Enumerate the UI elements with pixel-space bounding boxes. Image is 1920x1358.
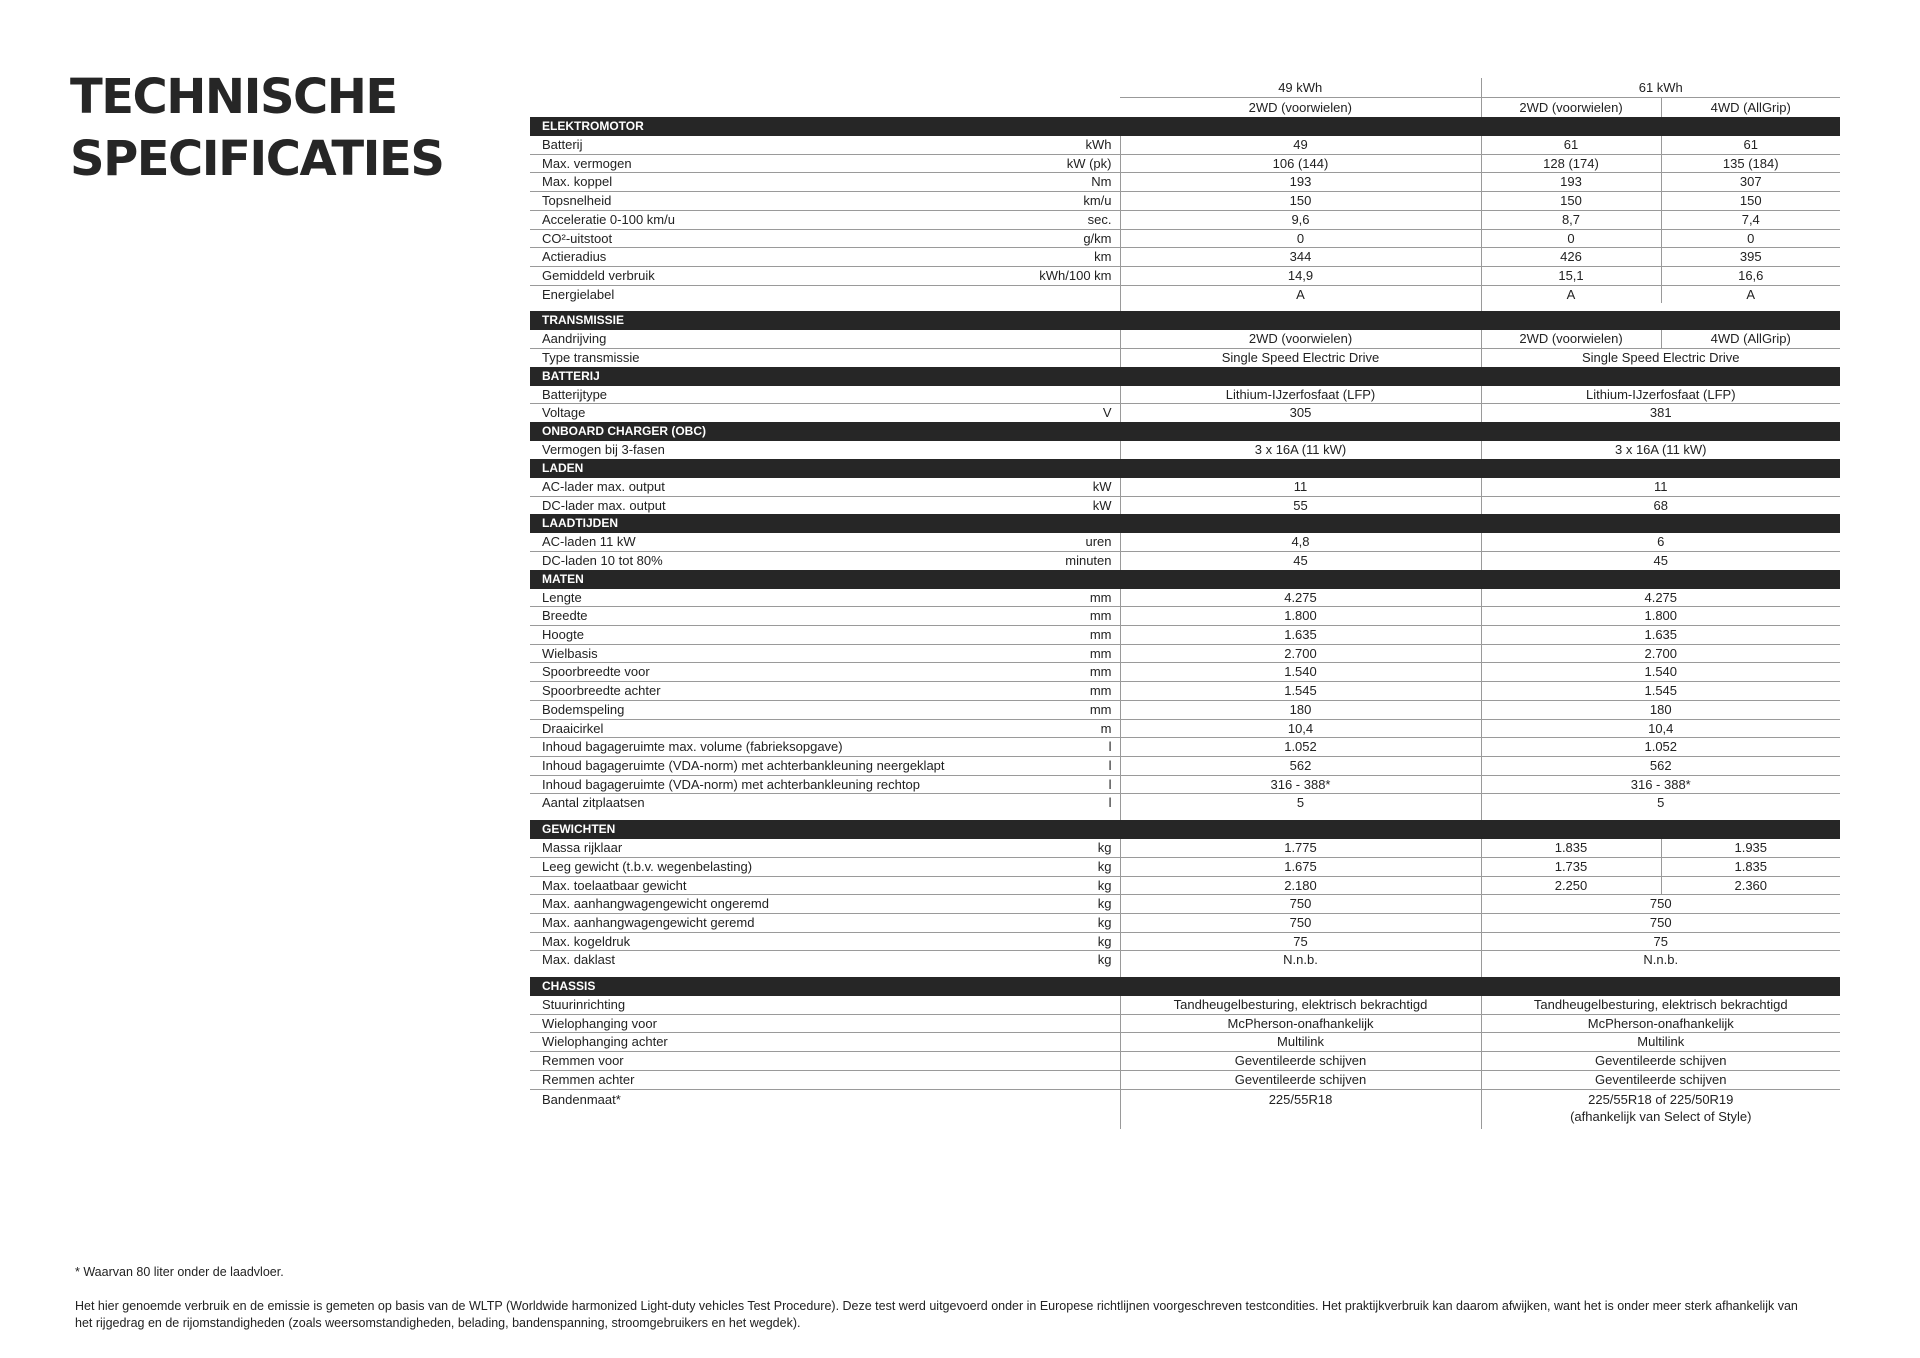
value-61kwh-2wd: A [1481,285,1661,303]
table-row [530,441,1840,459]
value-61kwh: 68 [1481,496,1840,514]
row-label: Bodemspeling [530,700,950,719]
row-label: Max. toelaatbaar gewicht [530,876,950,895]
section-obc [530,422,1840,441]
table-row [530,330,1840,348]
table-row [530,404,1840,422]
row-label: Wielbasis [530,644,950,663]
row-unit: kWh [950,136,1120,154]
value-61kwh-4wd: 7,4 [1661,210,1840,229]
row-label: Inhoud bagageruimte max. volume (fabrieksopgave) [530,738,950,757]
value-61kwh: 316 - 388* [1481,775,1840,794]
value-49kwh: Multilink [1120,1033,1481,1052]
value-49kwh: Tandheugelbesturing, elektrisch bekrachtigd [1120,996,1481,1014]
row-unit: mm [950,663,1120,682]
value-49kwh: 14,9 [1120,266,1481,285]
row-unit: kg [950,839,1120,857]
table-row [530,951,1840,969]
value-61kwh: 10,4 [1481,719,1840,738]
value-49kwh: 316 - 388* [1120,775,1481,794]
row-label: Max. kogeldruk [530,932,950,951]
value-61kwh: 180 [1481,700,1840,719]
row-label: Bandenmaat* [542,1091,621,1107]
value-49kwh: 75 [1120,932,1481,951]
value-61kwh: 1.545 [1481,682,1840,701]
value-49kwh: 750 [1120,895,1481,914]
row-unit [950,330,1120,348]
spacer-cell [530,969,1120,977]
value-61kwh: 5 [1481,794,1840,812]
spacer-cell [530,812,1120,820]
value-49kwh: McPherson-onafhankelijk [1120,1014,1481,1033]
value-61kwh: 75 [1481,932,1840,951]
row-label: Batterij [530,136,950,154]
row-unit [950,441,1120,459]
value-61kwh: McPherson-onafhankelijk [1481,1014,1840,1033]
row-label: Breedte [530,607,950,626]
value-61kwh: 1.540 [1481,663,1840,682]
value-61kwh-2wd: 0 [1481,229,1661,248]
value-61kwh: 1.800 [1481,607,1840,626]
table-row [530,248,1840,267]
spacer-cell [1481,812,1840,820]
section-elektromotor [530,117,1840,136]
section-title-batterij: BATTERIJ [530,367,1840,386]
table-row [530,1014,1840,1033]
header-row-drive [530,98,1840,118]
row-label: Energielabel [542,286,615,302]
value-49kwh: Geventileerde schijven [1120,1070,1481,1089]
value-49kwh: 193 [1120,173,1481,192]
table-row [530,700,1840,719]
row-label: Voltage [542,405,586,421]
value-49kwh: 45 [1120,551,1481,569]
row-unit: kW (pk) [950,154,1120,173]
row-unit: kg [950,876,1120,895]
row-label: Hoogte [530,626,950,645]
row-unit: mm [950,700,1120,719]
value-49kwh: 0 [1120,229,1481,248]
value-49kwh: 1.540 [1120,663,1481,682]
row-label: Max. aanhangwagengewicht geremd [530,913,950,932]
header-drive-61-2wd: 2WD (voorwielen) [1481,98,1661,118]
value-61kwh: Tandheugelbesturing, elektrisch bekrachtigd [1481,996,1840,1014]
table-row [530,644,1840,663]
value-61kwh-4wd: 4WD (AllGrip) [1661,330,1840,348]
value-61kwh-4wd: 61 [1661,136,1840,154]
row-unit: m [950,719,1120,738]
row-unit [950,1014,1120,1033]
spacer-cell [1481,303,1840,311]
table-row [530,682,1840,701]
value-49kwh: 55 [1120,496,1481,514]
value-61kwh-line-1: 225/55R18 of 225/50R19 [1588,1091,1734,1107]
row-label: Max. daklast [542,952,615,968]
row-label: Massa rijklaar [530,839,950,857]
row-unit [950,1089,1120,1129]
row-unit: mm [950,644,1120,663]
row-label: Inhoud bagageruimte (VDA-norm) met achterbankleuning neergeklapt [530,756,950,775]
table-row [530,285,1840,303]
table-row [530,996,1840,1014]
value-61kwh-2wd: 8,7 [1481,210,1661,229]
table-row [530,192,1840,211]
value-61kwh: Geventileerde schijven [1481,1052,1840,1071]
table-row [530,839,1840,857]
row-label: Aandrijving [530,330,950,348]
row-label: AC-laden 11 kW [530,533,950,551]
row-label: Spoorbreedte achter [530,682,950,701]
row-label: Topsnelheid [530,192,950,211]
value-61kwh-2wd: 2WD (voorwielen) [1481,330,1661,348]
section-spacer [530,969,1840,977]
table-row [530,173,1840,192]
value-61kwh-4wd: 2.360 [1661,876,1840,895]
row-label: Draaicirkel [530,719,950,738]
value-61kwh: Geventileerde schijven [1481,1070,1840,1089]
row-unit: l [950,775,1120,794]
row-unit: l [950,738,1120,757]
value-61kwh-4wd: 1.935 [1661,839,1840,857]
value-61kwh: 4.275 [1481,589,1840,607]
row-label: Stuurinrichting [530,996,950,1014]
row-label: Lengte [530,589,950,607]
row-unit: kW [1092,497,1112,513]
table-row [530,154,1840,173]
table-row [530,895,1840,914]
value-49kwh: 106 (144) [1120,154,1481,173]
row-label: Type transmissie [542,350,640,366]
table-row [530,551,1840,569]
value-49kwh: 2.700 [1120,644,1481,663]
table-row [530,794,1840,812]
value-61kwh-2wd: 2.250 [1481,876,1661,895]
value-61kwh: N.n.b. [1481,951,1840,969]
value-49kwh: 344 [1120,248,1481,267]
value-49kwh: Geventileerde schijven [1120,1052,1481,1071]
row-label: DC-laden 10 tot 80% [542,552,663,568]
value-61kwh-4wd: 150 [1661,192,1840,211]
row-unit [950,1052,1120,1071]
section-transmissie [530,311,1840,330]
row-label: Gemiddeld verbruik [530,266,950,285]
table-row [530,719,1840,738]
table-row [530,478,1840,496]
spacer-cell [1120,303,1481,311]
value-49kwh: A [1120,285,1481,303]
value-61kwh: 750 [1481,913,1840,932]
value-49kwh: 150 [1120,192,1481,211]
section-title-laden: LADEN [530,459,1840,478]
row-label: Actieradius [530,248,950,267]
value-49kwh: 9,6 [1120,210,1481,229]
value-61kwh: 6 [1481,533,1840,551]
row-unit: l [950,756,1120,775]
value-61kwh: 750 [1481,895,1840,914]
value-61kwh-4wd: 0 [1661,229,1840,248]
section-title-gewichten: GEWICHTEN [530,820,1840,839]
value-49kwh: 4,8 [1120,533,1481,551]
table-row [530,857,1840,876]
row-unit: mm [950,626,1120,645]
spacer-cell [1481,969,1840,977]
value-49kwh: 10,4 [1120,719,1481,738]
table-row [530,136,1840,154]
value-49kwh: 750 [1120,913,1481,932]
value-49kwh: 1.800 [1120,607,1481,626]
header-row-battery [530,78,1840,98]
row-unit: mm [950,607,1120,626]
row-label: AC-lader max. output [530,478,950,496]
header-battery-49: 49 kWh [1120,78,1481,98]
spacer-cell [1120,812,1481,820]
table-row [530,589,1840,607]
value-61kwh-2wd: 150 [1481,192,1661,211]
row-label: DC-lader max. output [542,497,666,513]
section-title-maten: MATEN [530,570,1840,589]
row-unit: km [950,248,1120,267]
row-label: Spoorbreedte voor [530,663,950,682]
table-row [530,913,1840,932]
row-unit [950,285,1120,303]
section-title-transmissie: TRANSMISSIE [530,311,1840,330]
value-49kwh: 2WD (voorwielen) [1120,330,1481,348]
row-unit: mm [950,682,1120,701]
row-unit: uren [950,533,1120,551]
table-row [530,386,1840,404]
row-unit [950,349,1120,367]
section-chassis [530,977,1840,996]
value-61kwh-4wd: 135 (184) [1661,154,1840,173]
value-61kwh-2wd: 128 (174) [1481,154,1661,173]
row-unit: mm [950,589,1120,607]
value-61kwh: 2.700 [1481,644,1840,663]
row-label: Wielophanging voor [530,1014,950,1033]
row-unit: V [1102,405,1112,421]
value-49kwh: 225/55R18 [1120,1089,1481,1129]
table-row [530,738,1840,757]
value-61kwh-2wd: 1.735 [1481,857,1661,876]
value-49kwh: 4.275 [1120,589,1481,607]
section-spacer [530,812,1840,820]
value-49kwh: 1.675 [1120,857,1481,876]
header-drive-61-4wd: 4WD (AllGrip) [1661,98,1840,118]
header-drive-49: 2WD (voorwielen) [1248,100,1352,115]
table-row [530,229,1840,248]
row-label: Wielophanging achter [530,1033,950,1052]
section-title-chassis: CHASSIS [530,977,1840,996]
row-label: Inhoud bagageruimte (VDA-norm) met achterbankleuning rechtop [530,775,950,794]
row-unit: kg [1097,952,1112,968]
value-49kwh: Single Speed Electric Drive [1120,349,1481,367]
value-61kwh: 1.635 [1481,626,1840,645]
value-61kwh-2wd: 426 [1481,248,1661,267]
value-49kwh: 1.775 [1120,839,1481,857]
value-49kwh: 180 [1120,700,1481,719]
value-49kwh: 3 x 16A (11 kW) [1120,441,1481,459]
section-maten [530,570,1840,589]
footnote-wltp: Het hier genoemde verbruik en de emissie is gemeten op basis van de WLTP (Worldwide harmonized Light-duty vehicles Test Procedure). Deze test werd uitgevoerd onder in Europese richtlijnen voorgeschreven testcondities. Het praktijkverbruik kan daarom afwijken, want het is onder meer sterk afhankelijk van het rijgedrag en de rijomstandigheden (zoals weersomstandigheden, belading, bandenspanning, stroomgebruikers en het wegdek). [75,1299,1798,1330]
spacer-cell [530,303,1120,311]
table-row [530,932,1840,951]
section-title-elektromotor: ELEKTROMOTOR [530,117,1840,136]
footnote-asterisk: * Waarvan 80 liter onder de laadvloer. [75,1265,284,1279]
value-49kwh: 562 [1120,756,1481,775]
value-61kwh-4wd: A [1661,285,1840,303]
table-row [530,349,1840,367]
row-unit: kg [950,895,1120,914]
row-label: Remmen voor [530,1052,950,1071]
row-unit: kg [950,932,1120,951]
value-61kwh-line-2: (afhankelijk van Select of Style) [1570,1108,1752,1124]
row-unit: kg [950,913,1120,932]
value-61kwh-4wd: 16,6 [1661,266,1840,285]
section-batterij [530,367,1840,386]
row-unit: kg [950,857,1120,876]
value-61kwh: Lithium-IJzerfosfaat (LFP) [1481,386,1840,404]
row-unit [950,1070,1120,1089]
row-unit: g/km [950,229,1120,248]
value-49kwh: 305 [1120,404,1481,422]
row-unit: Nm [950,173,1120,192]
value-61kwh-2wd: 1.835 [1481,839,1661,857]
table-row [530,626,1840,645]
row-unit: sec. [950,210,1120,229]
table-row [530,1089,1840,1129]
row-label: Aantal zitplaatsen [542,795,645,811]
row-unit [950,1033,1120,1052]
table-row [530,756,1840,775]
table-row [530,1052,1840,1071]
value-49kwh: 11 [1120,478,1481,496]
value-61kwh: 562 [1481,756,1840,775]
value-61kwh: 1.052 [1481,738,1840,757]
row-unit [950,386,1120,404]
value-61kwh-4wd: 307 [1661,173,1840,192]
spacer-cell [1120,969,1481,977]
page-title-line-1: TECHNISCHE [70,69,397,125]
row-label: CO²-uitstoot [530,229,950,248]
page-title [70,66,443,190]
section-laden [530,459,1840,478]
value-61kwh: 381 [1481,404,1840,422]
table-row [530,533,1840,551]
value-61kwh-4wd: 395 [1661,248,1840,267]
row-label: Remmen achter [530,1070,950,1089]
row-label: Vermogen bij 3-fasen [542,442,665,458]
section-title-laadtijden: LAADTIJDEN [530,514,1840,533]
row-unit: l [1108,795,1112,811]
table-row [530,1070,1840,1089]
header-battery-61: 61 kWh [1481,78,1840,98]
row-unit [950,996,1120,1014]
section-gewichten [530,820,1840,839]
row-label: Leeg gewicht (t.b.v. wegenbelasting) [530,857,950,876]
table-row [530,266,1840,285]
value-61kwh-2wd: 193 [1481,173,1661,192]
value-49kwh: 1.635 [1120,626,1481,645]
row-unit: kW [950,478,1120,496]
section-laadtijden [530,514,1840,533]
value-49kwh: 2.180 [1120,876,1481,895]
value-61kwh-4wd: 1.835 [1661,857,1840,876]
table-row [530,876,1840,895]
row-label: Batterijtype [530,386,950,404]
table-row [530,607,1840,626]
value-49kwh: 5 [1120,794,1481,812]
value-61kwh: 11 [1481,478,1840,496]
page-title-line-2: SPECIFICATIES [70,131,444,187]
table-row [530,1033,1840,1052]
spec-table [530,78,1840,1129]
value-49kwh: 49 [1120,136,1481,154]
row-label: Max. aanhangwagengewicht ongeremd [530,895,950,914]
value-49kwh: N.n.b. [1120,951,1481,969]
value-61kwh: 45 [1481,551,1840,569]
value-61kwh: Single Speed Electric Drive [1481,349,1840,367]
value-61kwh-2wd: 15,1 [1481,266,1661,285]
table-row [530,775,1840,794]
row-label: Acceleratie 0-100 km/u [530,210,950,229]
table-row [530,496,1840,514]
value-49kwh: Lithium-IJzerfosfaat (LFP) [1120,386,1481,404]
value-61kwh [1481,1089,1840,1129]
table-row [530,663,1840,682]
table-row [530,210,1840,229]
row-label: Max. vermogen [530,154,950,173]
section-spacer [530,303,1840,311]
value-49kwh: 1.545 [1120,682,1481,701]
row-label: Max. koppel [530,173,950,192]
row-unit: km/u [950,192,1120,211]
value-49kwh: 1.052 [1120,738,1481,757]
section-title-obc: ONBOARD CHARGER (OBC) [530,422,1840,441]
row-unit: kWh/100 km [950,266,1120,285]
value-61kwh: 3 x 16A (11 kW) [1481,441,1840,459]
value-61kwh: Multilink [1481,1033,1840,1052]
row-unit: minuten [1065,552,1112,568]
value-61kwh-2wd: 61 [1481,136,1661,154]
